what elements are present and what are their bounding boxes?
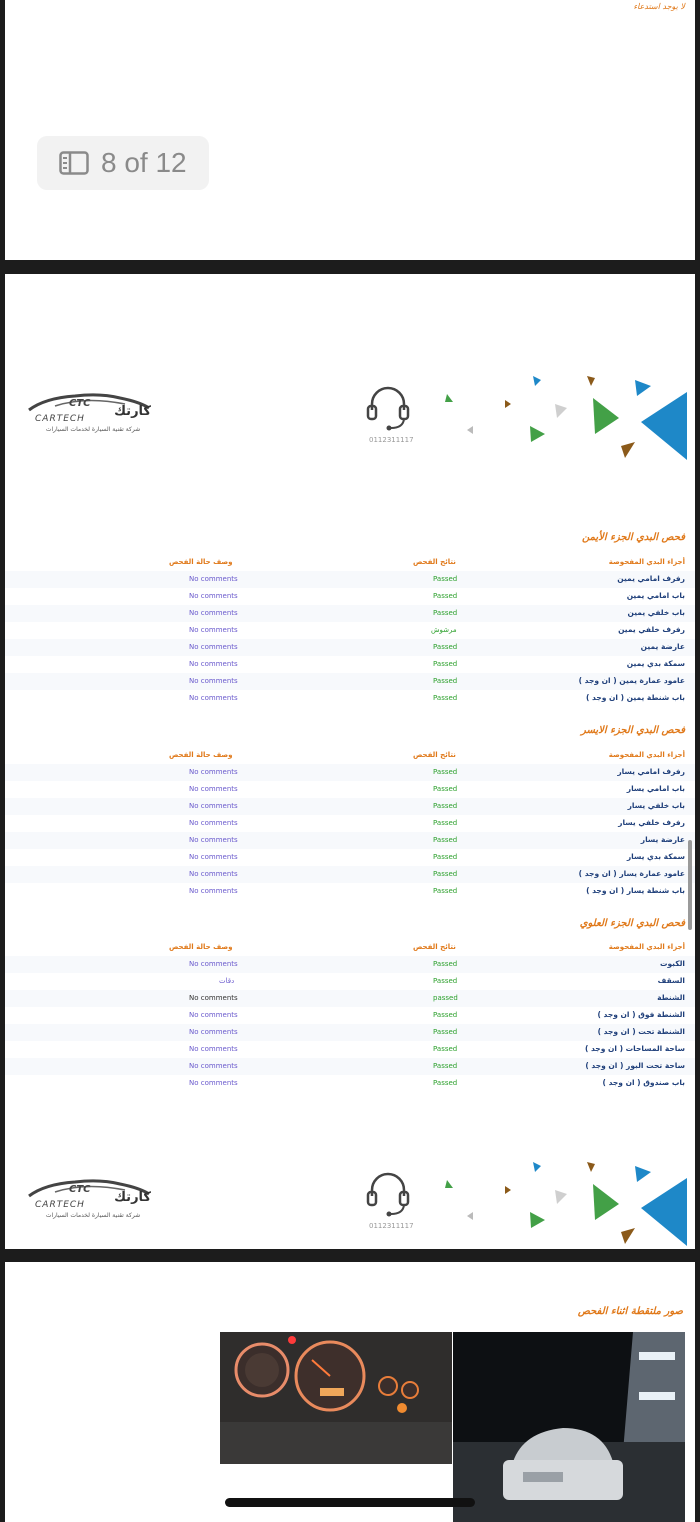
column-header-description: وصف حالة الفحص: [169, 558, 233, 566]
logo-arabic: كارتك: [114, 404, 151, 419]
part-name: باب صندوق ( ان وجد ): [602, 1078, 685, 1087]
table-row: [5, 883, 695, 900]
part-name: باب شنطة يسار ( ان وجد ): [586, 886, 685, 895]
part-name: عامود عمارة يسار ( ان وجد ): [578, 869, 685, 878]
part-name: السقف: [657, 976, 685, 985]
table-row: [5, 605, 695, 622]
cartech-logo: [25, 388, 155, 444]
decorative-triangles: [435, 374, 695, 464]
part-name: باب خلفي يسار: [627, 801, 685, 810]
description: No comments: [189, 677, 238, 685]
part-name: باب شنطة يمين ( ان وجد ): [585, 693, 685, 702]
dashboard-image: [220, 1332, 452, 1464]
description: No comments: [189, 819, 238, 827]
section-title-right: فحص البدي الجزء الأيمن: [581, 532, 685, 543]
section-title-top: فحص البدي الجزء العلوي: [579, 918, 685, 929]
support-phone: 0112311117: [369, 1222, 414, 1230]
pdf-page-previous: [5, 0, 695, 260]
description: No comments: [189, 1062, 238, 1070]
table-row: [5, 764, 695, 781]
part-name: الشنطة: [657, 993, 685, 1002]
logo-ctc: CTC: [69, 398, 91, 409]
table-row: [5, 1075, 695, 1092]
result: Passed: [433, 609, 458, 617]
dashboard-photo[interactable]: [220, 1332, 452, 1464]
home-indicator[interactable]: [225, 1498, 475, 1507]
description: No comments: [189, 609, 238, 617]
column-header-description: وصف حالة الفحص: [169, 751, 233, 759]
support-phone: 0112311117: [369, 436, 414, 444]
pdf-page-next: [5, 1262, 695, 1522]
description: No comments: [189, 592, 238, 600]
result: Passed: [433, 977, 458, 985]
column-header-results: نتائج الفحص: [413, 751, 456, 759]
table-row: [5, 571, 695, 588]
part-name: رفرف خلفي يسار: [618, 818, 685, 827]
table-row: [5, 849, 695, 866]
part-name: ساحة المساحات ( ان وجد ): [584, 1044, 685, 1053]
table-row: [5, 866, 695, 883]
part-name: باب امامي يمين: [626, 591, 685, 600]
inspection-photos-title: صور ملتقطة اثناء الفحص: [577, 1306, 683, 1317]
result: Passed: [433, 677, 458, 685]
table-row: [5, 798, 695, 815]
logo-subtitle: شركة تقنية السيارة لخدمات السيارات: [45, 426, 141, 433]
result: Passed: [433, 887, 458, 895]
description: No comments: [189, 853, 238, 861]
part-name: الشنطة تحت ( ان وجد ): [597, 1027, 685, 1036]
car-image: [453, 1332, 685, 1522]
table-row: [5, 656, 695, 673]
column-header-results: نتائج الفحص: [413, 943, 456, 951]
table-row: [5, 781, 695, 798]
page-counter[interactable]: [37, 136, 209, 190]
logo-english: CARTECH: [35, 414, 85, 424]
table-row: [5, 990, 695, 1007]
table-row: [5, 815, 695, 832]
result: Passed: [433, 960, 458, 968]
pdf-page-current: [5, 274, 695, 1249]
no-recall-note: لا يوجد استدعاء: [633, 2, 685, 11]
part-name: الشنطة فوق ( ان وجد ): [597, 1010, 685, 1019]
description: No comments: [189, 887, 238, 895]
column-header-description: وصف حالة الفحص: [169, 943, 233, 951]
description: No comments: [189, 960, 238, 968]
logo-subtitle: شركة تقنية السيارة لخدمات السيارات: [45, 1212, 141, 1219]
scroll-indicator[interactable]: [688, 840, 692, 930]
column-header-parts: أجزاء البدي المفحوصة: [608, 558, 685, 566]
part-name: عارضة يمين: [640, 642, 685, 651]
part-name: رفرف خلفي يمين: [618, 625, 685, 634]
table-row: [5, 622, 695, 639]
description: No comments: [189, 994, 238, 1002]
description: No comments: [189, 785, 238, 793]
decorative-triangles: [435, 1160, 695, 1250]
table-row: [5, 1007, 695, 1024]
table-row: [5, 673, 695, 690]
result: Passed: [433, 853, 458, 861]
description: No comments: [189, 694, 238, 702]
support-contact: [365, 384, 415, 446]
description: No comments: [189, 660, 238, 668]
result: Passed: [433, 836, 458, 844]
headset-icon: [365, 384, 411, 432]
table-row: [5, 1058, 695, 1075]
result: Passed: [433, 592, 458, 600]
headset-icon: [365, 1170, 411, 1218]
description: No comments: [189, 1079, 238, 1087]
result: Passed: [433, 785, 458, 793]
result: Passed: [433, 1079, 458, 1087]
page-counter-label: 8 of 12: [101, 147, 187, 178]
result: Passed: [433, 643, 458, 651]
part-name: سمكة بدي يسار: [626, 852, 685, 861]
table-row: [5, 973, 695, 990]
page-footer: [5, 1160, 695, 1240]
table-row: [5, 1024, 695, 1041]
part-name: رفرف امامي يسار: [617, 767, 685, 776]
result: passed: [433, 994, 458, 1002]
description: No comments: [189, 1045, 238, 1053]
part-name: ساحة تحت البور ( ان وجد ): [585, 1061, 685, 1070]
result: Passed: [433, 1028, 458, 1036]
description: No comments: [189, 768, 238, 776]
description: No comments: [189, 870, 238, 878]
description: دقات: [219, 977, 235, 985]
part-name: الكبوت: [659, 959, 685, 968]
part-name: عامود عمارة يمين ( ان وجد ): [578, 676, 685, 685]
table-row: [5, 956, 695, 973]
description: No comments: [189, 643, 238, 651]
description: No comments: [189, 836, 238, 844]
result: Passed: [433, 768, 458, 776]
part-name: رفرف امامي يمين: [617, 574, 685, 583]
part-name: سمكة بدي يمين: [626, 659, 685, 668]
part-name: باب امامي يسار: [626, 784, 685, 793]
result: Passed: [433, 660, 458, 668]
table-row: [5, 1041, 695, 1058]
sidebar-icon: [59, 151, 89, 175]
part-name: باب خلفي يمين: [627, 608, 685, 617]
table-row: [5, 690, 695, 707]
part-name: عارضة يسار: [640, 835, 685, 844]
description: No comments: [189, 626, 238, 634]
column-header-parts: أجزاء البدي المفحوصة: [608, 751, 685, 759]
car-photo[interactable]: [453, 1332, 685, 1522]
logo-english: CARTECH: [35, 1200, 85, 1210]
table-row: [5, 639, 695, 656]
column-header-results: نتائج الفحص: [413, 558, 456, 566]
result: Passed: [433, 819, 458, 827]
cartech-logo: [25, 1174, 155, 1230]
table-row: [5, 832, 695, 849]
result: Passed: [433, 870, 458, 878]
column-header-parts: أجزاء البدي المفحوصة: [608, 943, 685, 951]
result: Passed: [433, 1045, 458, 1053]
result: Passed: [433, 1062, 458, 1070]
page-header: [5, 374, 695, 454]
result: Passed: [433, 1011, 458, 1019]
description: No comments: [189, 575, 238, 583]
support-contact: [365, 1170, 415, 1232]
description: No comments: [189, 802, 238, 810]
table-row: [5, 588, 695, 605]
section-title-left: فحص البدي الجزء الايسر: [580, 725, 685, 736]
description: No comments: [189, 1011, 238, 1019]
result: Passed: [433, 575, 458, 583]
result: Passed: [433, 694, 458, 702]
result: مرشوش: [431, 626, 457, 634]
description: No comments: [189, 1028, 238, 1036]
logo-ctc: CTC: [69, 1184, 91, 1195]
logo-arabic: كارتك: [114, 1190, 151, 1205]
result: Passed: [433, 802, 458, 810]
